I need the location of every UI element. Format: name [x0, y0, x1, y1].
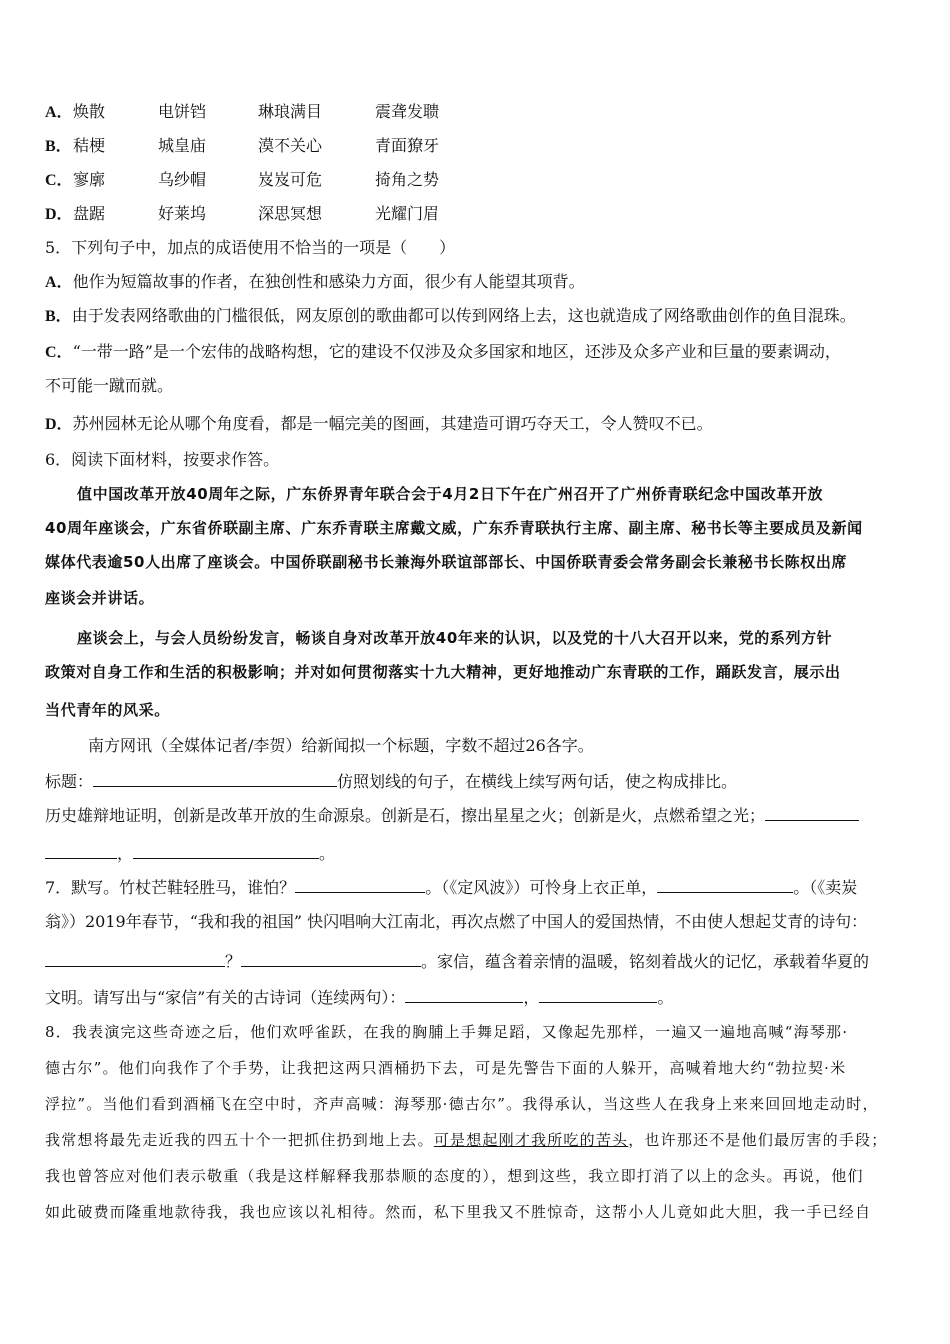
passage-line: 座谈会并讲话。	[45, 589, 155, 607]
option-label: A．	[45, 104, 73, 121]
answer-blank[interactable]	[241, 950, 421, 967]
passage-line: 40周年座谈会，广东省侨联副主席、广东乔青联主席戴文威，广东乔青联执行主席、副主席、秘书长等主要成员及新闻	[45, 519, 863, 537]
option-label: C．	[45, 344, 73, 361]
text: 文明。请写出与“家信”有关的古诗词（连续两句）：	[45, 988, 406, 1007]
instruction-text: 仿照划线的句子，在横线上续写两句话，使之构成排比。	[337, 772, 738, 791]
underlined-sentence: 可是想起刚才我所吃的苦头	[433, 1131, 629, 1149]
option-label: B．	[45, 138, 72, 155]
punct: ，	[117, 844, 134, 863]
text: 7．默写。竹杖芒鞋轻胜马，谁怕？	[45, 878, 296, 897]
q6-title-line	[45, 770, 737, 792]
word: 电饼铛	[158, 102, 207, 121]
option-label: D．	[45, 206, 73, 223]
word: 深思冥想	[258, 204, 323, 223]
option-text: 苏州园林无论从哪个角度看，都是一幅完美的图画，其建造可谓巧夺天工，令人赞叹不已。	[72, 414, 713, 433]
word: 好莱坞	[158, 204, 207, 223]
option-text: “一带一路”是一个宏伟的战略构想，它的建设不仅涉及众多国家和地区，还涉及众多产业和巨量的要素调动，	[72, 342, 841, 361]
passage-line: 座谈会上，与会人员纷纷发言，畅谈自身对改革开放40年来的认识，以及党的十八大召开以来，党的系列方针	[77, 629, 833, 647]
text: 。（《定风波》）可怜身上衣正单，	[425, 878, 658, 897]
word: 震聋发聩	[375, 102, 440, 121]
option-row-a	[45, 102, 439, 123]
text: ，也许那还不是他们最厉害的手段；	[628, 1131, 888, 1149]
q7-line	[45, 950, 869, 972]
word: 光耀门眉	[375, 204, 440, 223]
passage-line: 浮拉”。当他们看到酒桶飞在空中时，齐声高喊：海琴那·德古尔”。我得承认，当这些人在我身上来来回回地走动时，	[45, 1095, 879, 1113]
answer-blank[interactable]	[765, 804, 859, 821]
q5-option-d	[45, 414, 713, 435]
passage-line: 媒体代表逾50人出席了座谈会。中国侨联副秘书长兼海外联谊部部长、中国侨联青委会常务副会长兼秘书长陈权出席	[45, 553, 848, 571]
option-label: B．	[45, 308, 72, 325]
word: 乌纱帽	[158, 170, 207, 189]
passage-line: 德古尔”。他们向我作了个手势，让我把这两只酒桶扔下去，可是先警告下面的人躲开，高喊着地大约“勃拉契·米	[45, 1059, 847, 1077]
passage-line	[45, 1130, 887, 1150]
passage-line: 政策对自身工作和生活的积极影响；并对如何贯彻落实十九大精神，更好地推动广东青联的工作，踊跃发言，展示出	[45, 663, 841, 681]
answer-blank[interactable]	[295, 876, 425, 893]
q6-stem: 6．阅读下面材料，按要求作答。	[45, 450, 280, 469]
imitate-text: 历史雄辩地证明，创新是改革开放的生命源泉。创新是石，擦出星星之火；创新是火，点燃希望之光；	[45, 806, 766, 825]
passage-line: 如此破费而隆重地款待我，我也应该以礼相待。然而，私下里我又不胜惊奇，这帮小人儿竟如此大胆，我一手已经自	[45, 1203, 872, 1221]
option-row-c	[45, 170, 439, 191]
q6-source: 南方网讯（全媒体记者/李贺）给新闻拟一个标题，字数不超过26各字。	[88, 736, 594, 755]
answer-blank[interactable]	[133, 842, 319, 859]
option-label: D．	[45, 416, 73, 433]
answer-blank[interactable]	[405, 986, 523, 1003]
word: 焕散	[73, 102, 106, 121]
q5-option-b	[45, 306, 856, 327]
option-row-d	[45, 204, 439, 225]
q7-line: 翁》）2019年春节，“我和我的祖国” 快闪唱响大江南北，再次点燃了中国人的爱国热情，不由使人想起艾青的诗句：	[45, 912, 868, 931]
q6-imitate-cont	[45, 842, 335, 864]
passage-line: 值中国改革开放40周年之际，广东侨界青年联合会于4月2日下午在广州召开了广州侨青联纪念中国改革开放	[77, 485, 824, 503]
option-text: 由于发表网络歌曲的门槛很低，网友原创的歌曲都可以传到网络上去，这也就造成了网络歌曲创作的鱼目混珠。	[71, 306, 856, 325]
text: ？	[225, 952, 242, 971]
passage-line: 我也曾答应对他们表示敬重（我是这样解释我那恭顺的态度的），想到这些，我立即打消了以上的念头。再说，他们	[45, 1167, 864, 1185]
text: 我常想将最先走近我的四五十个一把抓住扔到地上去。	[45, 1131, 434, 1149]
option-row-b	[45, 136, 439, 157]
word: 秸梗	[73, 136, 106, 155]
title-blank[interactable]	[93, 770, 337, 787]
text: 。（《卖炭	[793, 878, 858, 897]
text: 。家信，蕴含着亲情的温暖，铭刻着战火的记忆，承载着华夏的	[421, 952, 870, 971]
option-label: A．	[45, 274, 73, 291]
word: 青面獠牙	[375, 136, 440, 155]
answer-blank[interactable]	[45, 842, 117, 859]
passage-line: 8．我表演完这些奇迹之后，他们欢呼雀跃，在我的胸脯上手舞足蹈，又像起先那样，一遍又一遍地高喊“海琴那·	[45, 1023, 849, 1041]
option-text: 他作为短篇故事的作者，在独创性和感染力方面，很少有人能望其项背。	[72, 272, 585, 291]
word: 盘踞	[73, 204, 106, 223]
text: 。	[657, 988, 674, 1007]
answer-blank[interactable]	[657, 876, 793, 893]
option-label: C．	[45, 172, 73, 189]
passage-line: 当代青年的风采。	[45, 701, 170, 719]
text: ，	[523, 988, 540, 1007]
answer-blank[interactable]	[45, 950, 225, 967]
word: 掎角之势	[375, 170, 440, 189]
q5-option-c-cont: 不可能一蹴而就。	[45, 376, 174, 395]
q5-option-c	[45, 342, 841, 363]
word: 漠不关心	[258, 136, 323, 155]
word: 琳琅满目	[258, 102, 323, 121]
q7-line	[45, 876, 857, 898]
q7-line	[45, 986, 673, 1008]
q6-imitate-line	[45, 804, 859, 826]
word: 岌岌可危	[258, 170, 323, 189]
q5-option-a	[45, 272, 585, 293]
title-label: 标题：	[45, 772, 94, 791]
word: 寥廓	[73, 170, 106, 189]
punct: 。	[319, 844, 336, 863]
answer-blank[interactable]	[539, 986, 657, 1003]
word: 城皇庙	[158, 136, 207, 155]
q5-stem: 5．下列句子中，加点的成语使用不恰当的一项是（ ）	[45, 238, 456, 257]
